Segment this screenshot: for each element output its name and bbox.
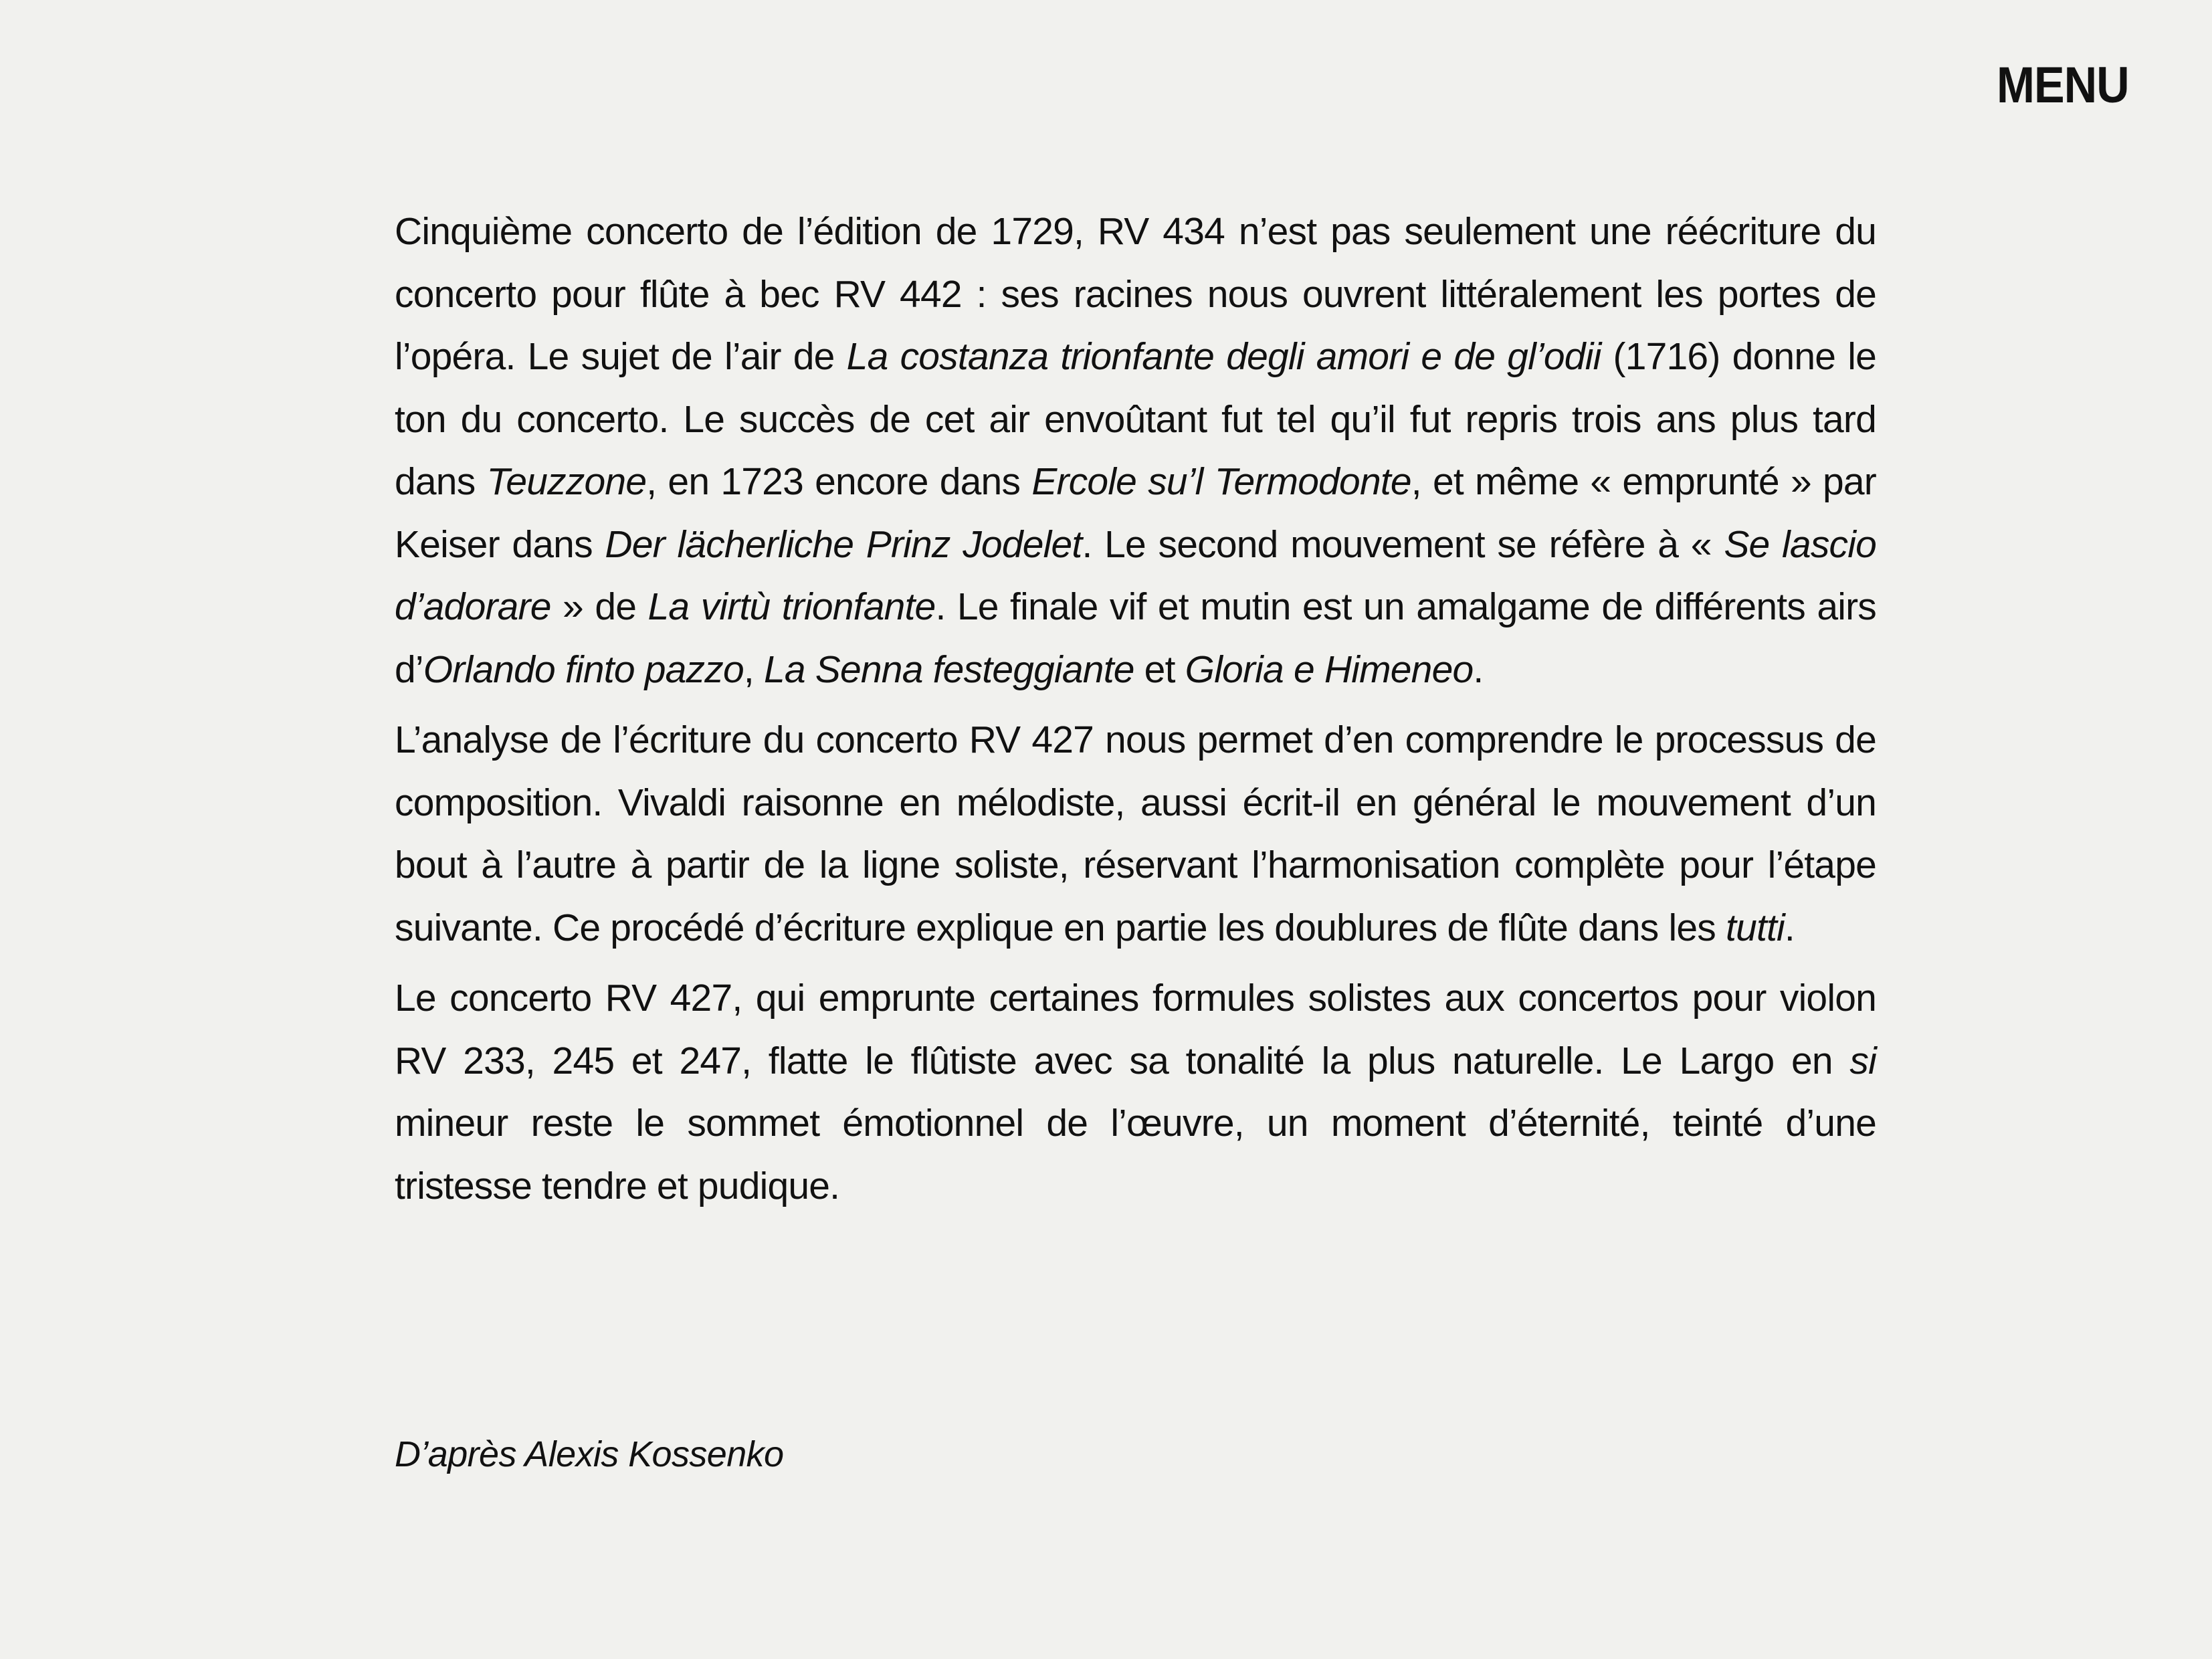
italic-title: Se lascio d’adorare (395, 522, 1876, 628)
article-paragraph-2 (395, 709, 1876, 959)
italic-title: La virtù trionfante (647, 585, 936, 628)
italic-title: La costanza trionfante degli amori e de gl’odii (846, 335, 1601, 378)
article-paragraph-3 (395, 967, 1876, 1217)
text-run: mineur reste le sommet émotionnel de l’œuvre, un moment d’éternité, teinté d’une tristesse tendre et pudique. (395, 1102, 1876, 1207)
text-run: . Le finale vif et mutin est un amalgame de différents airs d’ (395, 585, 1876, 691)
text-run: (1716) donne le ton du concerto. Le succès de cet air envoûtant fut tel qu’il fut repris trois ans plus tard dans (395, 335, 1876, 503)
text-run: » de (550, 585, 648, 628)
article-paragraph-1 (395, 201, 1876, 701)
italic-title: tutti (1726, 906, 1785, 949)
text-run: , (743, 648, 764, 691)
italic-title: Ercole su’l Termodonte (1031, 460, 1411, 503)
text-run: Cinquième concerto de l’édition de 1729, RV 434 n’est pas seulement une réécriture du concerto pour flûte à bec RV 442 : ses racines nous ouvrent littéralement les portes de l’opéra. Le sujet de l’air de (395, 210, 1876, 378)
text-run: , en 1723 encore dans (646, 460, 1032, 503)
article-body (395, 201, 1876, 1217)
text-run: . (1784, 906, 1795, 949)
italic-title: Der lächerliche Prinz Jodelet (605, 522, 1082, 566)
text-run: Le concerto RV 427, qui emprunte certaines formules solistes aux concertos pour violon RV 233, 245 et 247, flatte le flûtiste avec sa tonalité la plus naturelle. Le Largo en (395, 977, 1876, 1082)
italic-title: Orlando finto pazzo (423, 648, 744, 691)
italic-title: Gloria e Himeneo (1185, 648, 1474, 691)
italic-title: Teuzzone (486, 460, 647, 503)
italic-title: La Senna festeggiante (763, 648, 1134, 691)
text-run: . Le second mouvement se réfère à « (1082, 522, 1724, 566)
text-run: et (1134, 648, 1185, 691)
text-run: , et même « emprunté » par Keiser dans (395, 460, 1876, 566)
italic-title: si (1849, 1039, 1876, 1082)
text-run: . (1473, 648, 1484, 691)
text-run: L’analyse de l’écriture du concerto RV 427 nous permet d’en comprendre le processus de composition. Vivaldi raisonne en mélodiste, aussi écrit-il en général le mouvement d’un bout à l’autre à partir de la ligne soliste, réservant l’harmonisation complète pour l’étape suivante. Ce procédé d’écriture explique en partie les doublures de flûte dans les (395, 718, 1876, 949)
author-credit: D’après Alexis Kossenko (395, 1434, 784, 1474)
menu-button[interactable]: MENU (1997, 57, 2129, 114)
